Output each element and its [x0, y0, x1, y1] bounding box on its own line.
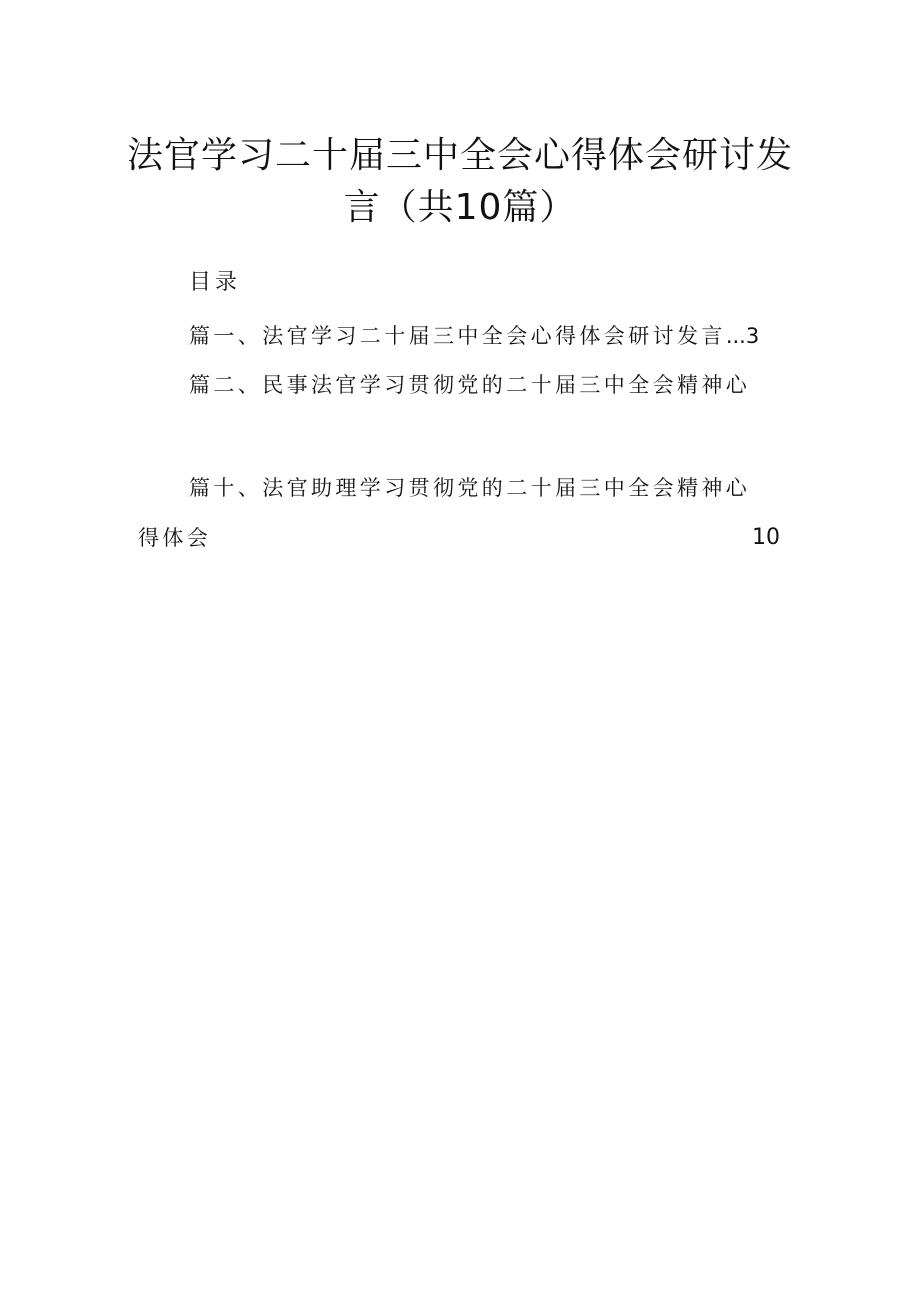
document-title-line-2: 言（共10篇） [343, 187, 577, 228]
toc-entry[interactable] [189, 473, 750, 503]
toc-entry-leader: ... [725, 324, 746, 348]
toc-entry-continuation[interactable] [138, 523, 211, 553]
toc-entry-continuation-text: 得体会 [138, 526, 212, 550]
toc-entry-page: 3 [745, 324, 760, 348]
toc-entry[interactable] [189, 321, 759, 351]
toc-entry-text: 篇十、法官助理学习贯彻党的二十届三中全会精神心 [189, 476, 751, 500]
toc-entry-text: 篇一、法官学习二十届三中全会心得体会研讨发言 [189, 324, 726, 348]
toc-heading: 目录 [189, 270, 242, 295]
toc-entry-text: 篇二、民事法官学习贯彻党的二十届三中全会精神心 [189, 373, 751, 397]
document-title-line-1: 法官学习二十届三中全会心得体会研讨发 [126, 135, 793, 176]
toc-entry-page: 10 [752, 525, 780, 550]
toc-entry[interactable] [189, 370, 750, 400]
